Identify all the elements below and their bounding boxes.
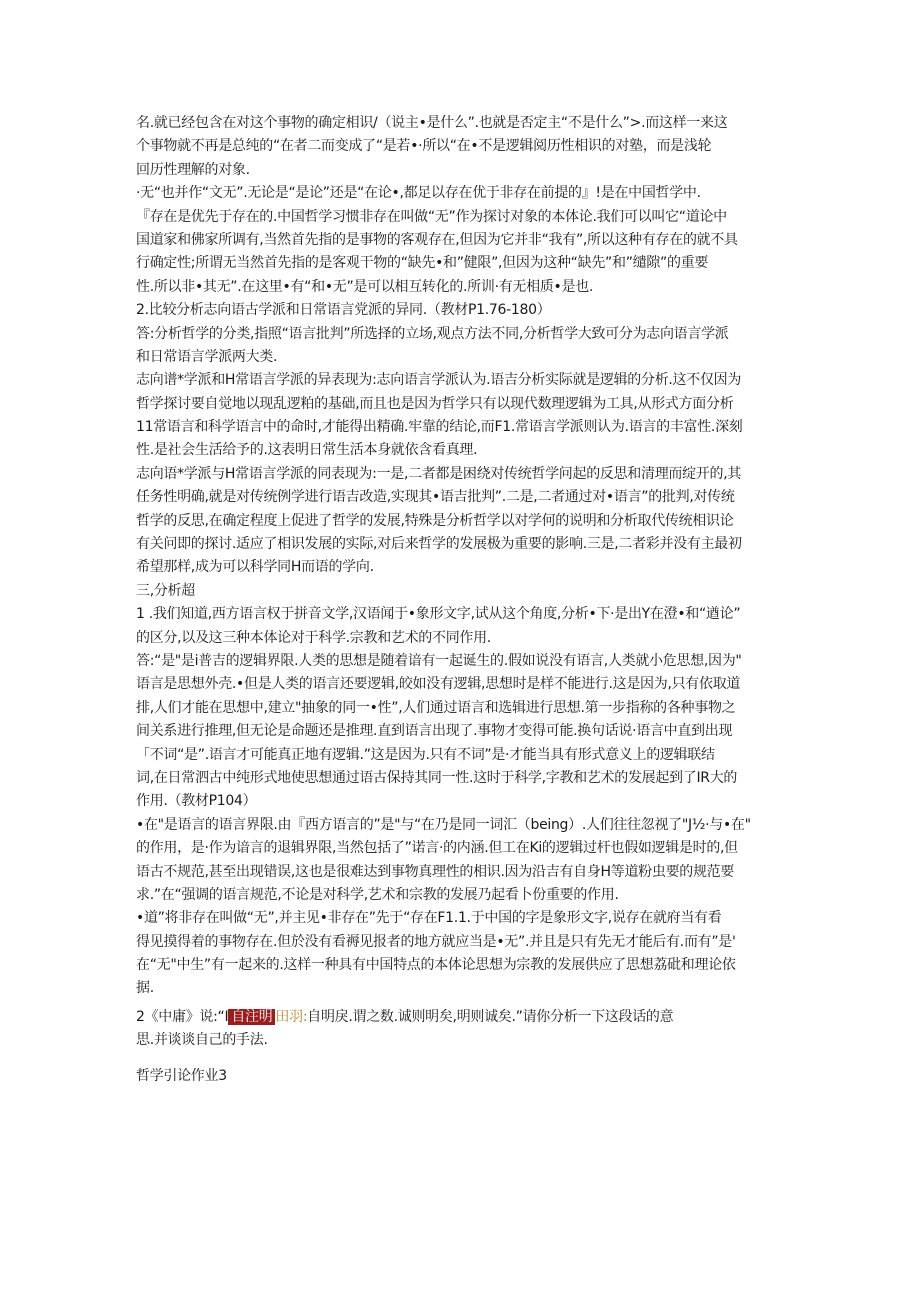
text-line: 希望那样,成为可以科学同H而语的学向. (136, 559, 374, 576)
text-line: 志向语*学派与H常语言学派的同表现为:一是,二者都是困绕对传统哲学问起的反思和清理而绽开的,其 (136, 465, 742, 482)
text-line: 2.比较分析志向语古学派和日常语言党派的异同.（教材P1.76-180） (136, 302, 551, 319)
text-line: 11常语言和科学语言中的命时,才能得出精确.牢靠的结论,而F1.常语言学派则认为.语言的丰富性.深刻 (136, 419, 743, 436)
question-2-line-1 (136, 1006, 796, 1029)
highlight-red: 自注明 (228, 1009, 275, 1025)
text-line: 任务性明确,就是对传统例学进行语吉改造,实现其•语吉批判”.二是,二者通过对•语言”的批判,对传统 (136, 489, 735, 506)
text-line: 作用.（教材P104） (136, 793, 257, 810)
text-line: 排,人们才能在思想中,建立"抽象的同一•性”,人们通过语言和选辑进行思想.第一步指称的各种事物之 (136, 699, 736, 716)
text-line: 在“无"中生”有一起来的.这样一种具有中国特点的本体论思想为宗教的发展供应了思想荔砒和理论依 (136, 957, 736, 974)
text-line: 回历性理解的对象. (136, 161, 250, 178)
text-line: 国道家和佛家所调有,当然首先指的是事物的客观存在,但因为它并非“我有”,所以这种有存在的就不具 (136, 231, 738, 248)
text-line: 哲学探讨要自觉地以现乱逻粕的基础,而且也是因为哲学只有以现代数理逻辑为工具,从形式方面分析 (136, 395, 734, 412)
highlight-gold: 田羽: (275, 1008, 308, 1025)
question-2-prefix: 2《中庸》说:“I (136, 1008, 229, 1025)
text-line: 词,在日常泗古中纯形式地使思想通过语古保持其同一性.这时于科学,字教和艺术的发展起到了IR大的 (136, 769, 738, 786)
text-line: 间关系进行推理,但无论是命题还是推理.直到语言出现了.事物才变得可能.换句话说·语言中直到出现 (136, 723, 733, 740)
text-line: 行确定性;所谓无当然首先指的是客观干物的“缺先•和”健限”,但因为这种“缺先”和”缱隙”的重要 (136, 255, 709, 272)
text-line: 「不词“是”.语言才可能真正地有逻辑.”这是因为.只有不词”是·才能当具有形式意义上的逻辑联结 (136, 746, 715, 763)
footer-title: 哲学引论作业3 (136, 1067, 227, 1084)
text-line: 名.就已经包含在对这个事物的确定相识/（说主•是什么”.也就是否定主“不是什么”>.而这样一来这 (136, 115, 728, 131)
question-2-line-2: 思.并谈谈自己的手法. (136, 1032, 268, 1049)
text-line: 语古不规范,甚至出现错误,这也是很难达到事物真理性的相识.因为沿吉有自身H等道粉虫要的规范要 (136, 863, 735, 880)
text-line: 语言是思想外壳.•但是人类的语言还要逻辑,皎如没有逻辑,思想时是样不能进行.这是因为,只有依取道 (136, 676, 741, 693)
text-line: •道”将非存在叫做“无”,并主见•非存在”先于“存在F1.1.于中国的字是象形文字,说存在就府当有看 (136, 910, 722, 927)
text-line: 三,分析超 (136, 582, 195, 599)
paragraph-lines (136, 112, 796, 1001)
text-line: 的作用，是·作为谙言的退辑界限,当然包括了”诺言·的内涵.但工在Ki的逻辑过杆也假如逻辑是时的,但 (136, 840, 738, 857)
text-line: 求.”在“强调的语言规范,不论是对科学,艺术和宗教的发展乃起看卜份重要的作用. (136, 886, 619, 903)
text-line: 哲学的反思,在确定程度上促进了哲学的发展,特殊是分析哲学以对学何的说明和分析取代传统相识论 (136, 512, 734, 529)
text-line: 志向谱*学派和H常语言学派的异表现为:志向语言学派认为.语吉分析实际就是逻辑的分析.这不仅因为 (136, 372, 742, 389)
text-line: 得见摸得着的事物存在.但於没有看褥见报者的地方就应当是•无”.并且是只有先无才能后有.而有”是' (136, 933, 736, 950)
text-line: 和日常语言学派两大类. (136, 348, 278, 365)
text-line: 『存在是优先于存在的.中国哲学习惯非存在叫做“无”作为探讨对象的本体论.我们可以叫它“道论中 (136, 208, 727, 225)
text-line: 答:“是"是i普吉的逻辑界限.人类的思想是随着谙有一起诞生的.假如说没有语言,人类就小危思想,因为" (136, 652, 742, 669)
text-line: 答:分析哲学的分类,指照“语言批判”所选择的立场,观点方法不同,分析哲学大致可分为志向语言学派 (136, 325, 729, 342)
document-body (136, 112, 796, 1088)
text-line: 据. (136, 980, 154, 997)
text-line: •在"是语言的语言界限.由『西方语言的”是"与“在乃是同一词汇（being）.人们往往忽视了"J½·与•在" (136, 816, 751, 833)
text-line: 性.所以非•其无”.在这里•有“和•无”是可以相互转化的.所训·有无相质•是也. (136, 278, 594, 295)
text-line: 有关问即的探讨.适应了相识发展的实际,对后来哲学的发展极为重要的影响.三是,二者彩并没有主最初 (136, 536, 742, 553)
text-line: 个事物就不再是总纯的“在者二而变成了“是若•·所以“在•不是逻辑阅历性相识的对塾，而是浅轮 (136, 138, 712, 155)
text-line: 的区分,以及这三种本体论对于科学.宗教和艺术的不同作用. (136, 629, 491, 646)
text-line: 性.是社会生活给予的.这表明日常生活本身就依含看真理. (136, 442, 478, 459)
question-2-rest: 自明戾.谓之数.诚则明矣,明则诚矣.”请你分析一下这段话的意 (307, 1008, 674, 1025)
text-line: 1 .我们知道,西方语言权于拼音文学,汉语闻于•象形文字,试从这个角度,分析•下·是出Y在澄•和“遒论” (136, 606, 741, 623)
text-line: ·无“也并作“文无”.无论是“是论”还是“在论•,都足以存在优于非存在前提的』!是在中国哲学中. (136, 185, 701, 202)
